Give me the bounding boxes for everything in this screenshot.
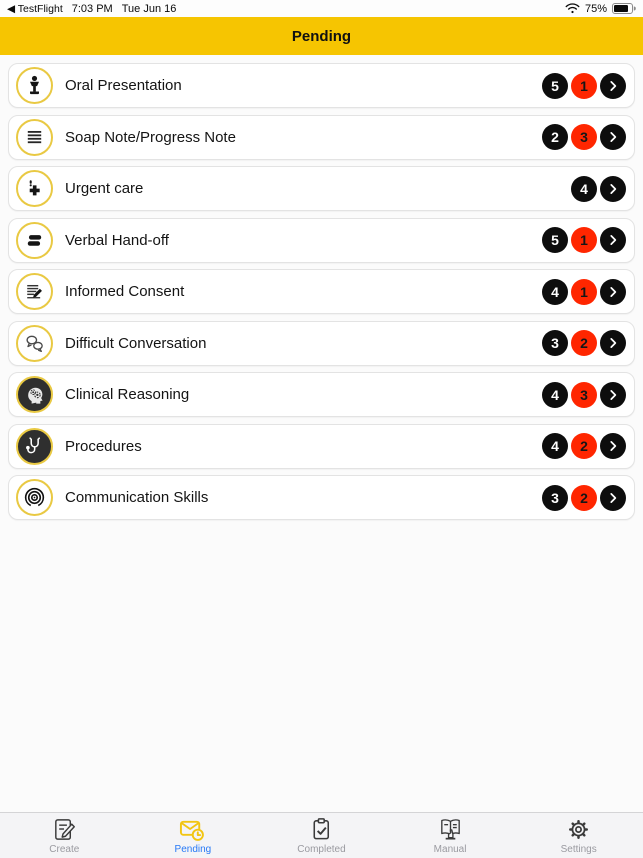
total-count-badge: 4 xyxy=(542,279,568,305)
page-title: Pending xyxy=(291,27,352,45)
chevron-right-icon xyxy=(600,433,626,459)
back-to-testflight-button[interactable]: ◀ TestFlight xyxy=(7,2,63,15)
list-item-label: Procedures xyxy=(65,437,142,455)
list-item-label: Difficult Conversation xyxy=(65,334,207,352)
list-item[interactable] xyxy=(8,321,635,366)
status-bar-right xyxy=(565,3,636,15)
total-count-badge: 5 xyxy=(542,227,568,253)
status-bar xyxy=(0,0,643,17)
chevron-right-icon xyxy=(600,279,626,305)
podium-speaker-icon xyxy=(16,67,53,104)
tab-label: Create xyxy=(49,844,80,855)
total-count-badge: 4 xyxy=(571,176,597,202)
nav-header xyxy=(0,17,643,55)
list-item[interactable] xyxy=(8,63,635,108)
completed-clipboard-icon xyxy=(308,816,335,843)
alert-count-badge: 2 xyxy=(571,330,597,356)
list-item-label: Communication Skills xyxy=(65,489,209,506)
medical-cross-alert-icon xyxy=(16,170,53,207)
total-count-badge: 2 xyxy=(542,124,568,150)
tab-create[interactable] xyxy=(0,813,129,858)
badge-group xyxy=(571,176,626,202)
list-item[interactable] xyxy=(8,218,635,263)
tab-bar xyxy=(0,812,643,858)
chevron-right-icon xyxy=(600,330,626,356)
total-count-badge: 4 xyxy=(542,433,568,459)
badge-group xyxy=(542,73,626,99)
badge-group xyxy=(542,485,626,511)
list-item[interactable] xyxy=(8,372,635,417)
alert-count-badge: 1 xyxy=(571,227,597,253)
list-item-label: Soap Note/Progress Note xyxy=(65,128,236,146)
battery-percent: 75% xyxy=(584,2,607,15)
tab-label: Completed xyxy=(297,844,346,855)
head-gears-icon xyxy=(16,376,53,413)
badge-group xyxy=(542,382,626,408)
chevron-right-icon xyxy=(600,176,626,202)
list-item[interactable] xyxy=(8,424,635,469)
create-note-pencil-icon xyxy=(51,816,78,843)
chevron-right-icon xyxy=(600,73,626,99)
status-bar-left xyxy=(7,3,176,15)
wifi-icon xyxy=(565,3,580,14)
alert-count-badge: 2 xyxy=(571,485,597,511)
list-item-label: Clinical Reasoning xyxy=(65,386,190,403)
total-count-badge: 3 xyxy=(542,485,568,511)
list-item-label: Oral Presentation xyxy=(65,77,182,94)
total-count-badge: 4 xyxy=(542,382,568,408)
list-item[interactable] xyxy=(8,269,635,314)
status-date: Tue Jun 16 xyxy=(121,2,177,15)
status-time: 7:03 PM xyxy=(71,2,113,15)
list-item-label: Verbal Hand-off xyxy=(65,231,169,249)
badge-group xyxy=(542,433,626,459)
pending-mail-clock-icon xyxy=(178,816,207,843)
badge-group xyxy=(542,279,626,305)
chevron-right-icon xyxy=(600,227,626,253)
stethoscope-icon xyxy=(16,428,53,465)
list-item-label: Urgent care xyxy=(65,180,144,197)
note-lines-icon xyxy=(16,119,53,156)
alert-count-badge: 1 xyxy=(571,73,597,99)
concentric-circles-icon xyxy=(16,479,53,516)
settings-gear-icon xyxy=(565,816,592,843)
badge-group xyxy=(542,227,626,253)
alert-count-badge: 1 xyxy=(571,279,597,305)
tab-pending[interactable] xyxy=(129,813,258,858)
chevron-right-icon xyxy=(600,382,626,408)
alert-count-badge: 3 xyxy=(571,124,597,150)
speech-bars-icon xyxy=(16,222,53,259)
tab-label: Pending xyxy=(174,844,212,855)
total-count-badge: 3 xyxy=(542,330,568,356)
tab-settings[interactable] xyxy=(514,813,643,858)
badge-group xyxy=(542,330,626,356)
battery-icon xyxy=(612,3,636,14)
list-item-label: Informed Consent xyxy=(65,283,185,300)
list-item[interactable] xyxy=(8,475,635,520)
tab-label: Manual xyxy=(433,844,467,855)
tab-completed[interactable] xyxy=(257,813,386,858)
document-pen-icon xyxy=(16,273,53,310)
chevron-right-icon xyxy=(600,485,626,511)
chevron-right-icon xyxy=(600,124,626,150)
tab-manual[interactable] xyxy=(386,813,515,858)
speech-bubbles-icon xyxy=(16,325,53,362)
manual-book-hand-icon xyxy=(437,816,464,843)
list-item[interactable] xyxy=(8,115,635,160)
alert-count-badge: 3 xyxy=(571,382,597,408)
pending-list xyxy=(0,55,643,520)
total-count-badge: 5 xyxy=(542,73,568,99)
alert-count-badge: 2 xyxy=(571,433,597,459)
list-item[interactable] xyxy=(8,166,635,211)
tab-label: Settings xyxy=(560,844,597,855)
badge-group xyxy=(542,124,626,150)
